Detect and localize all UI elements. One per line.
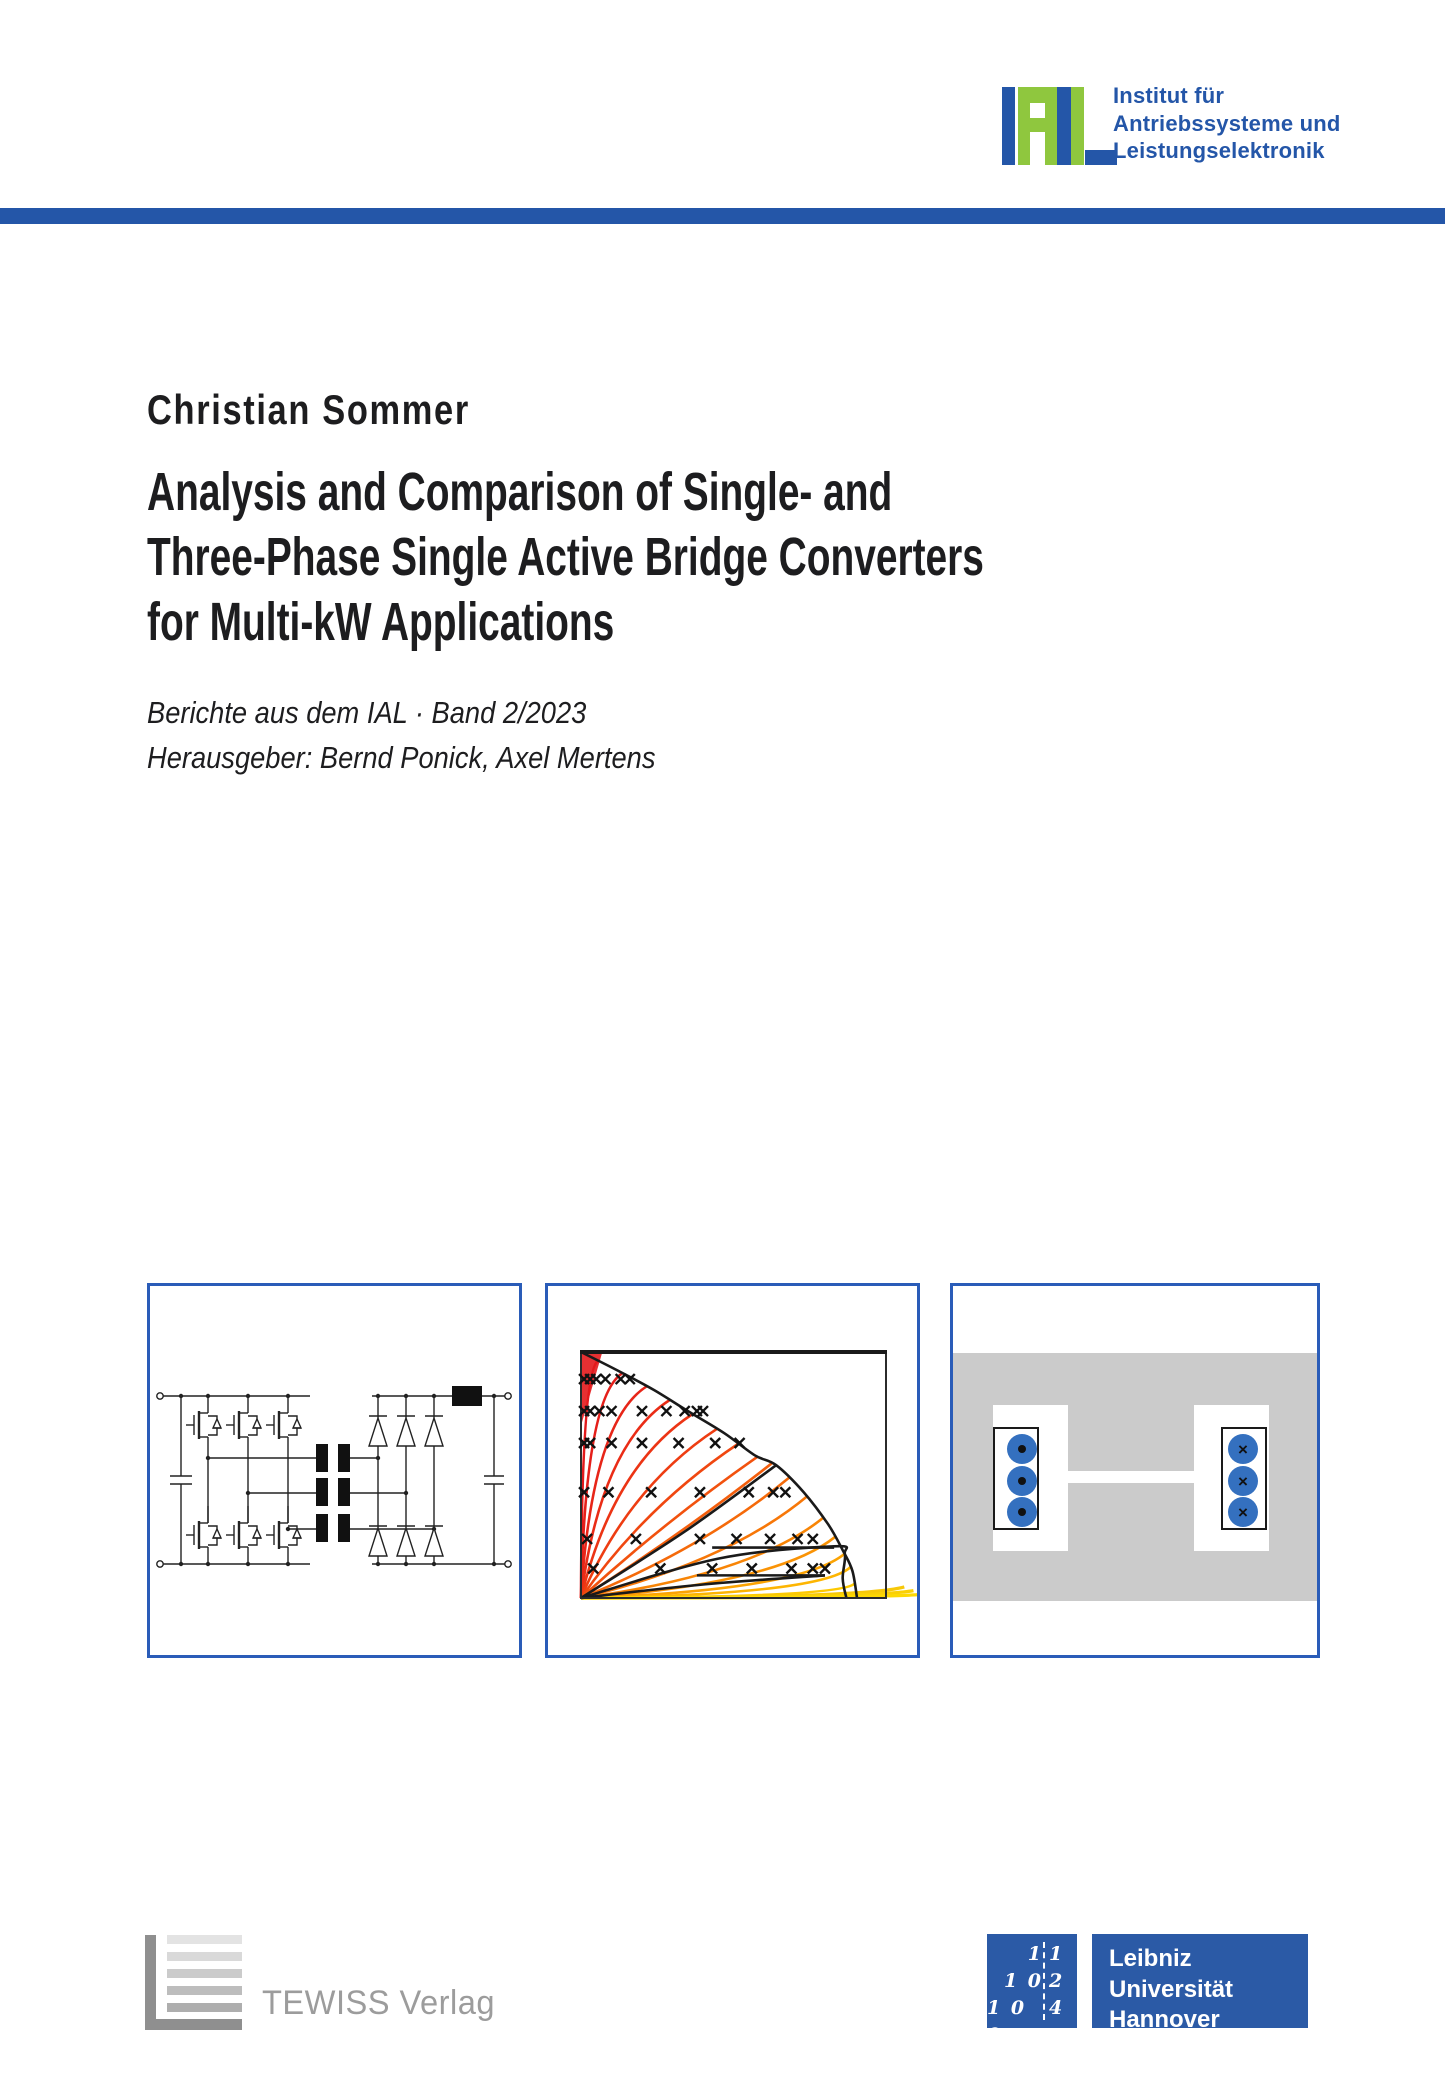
ial-text-line2: Antriebssysteme und (1113, 110, 1341, 136)
author-name: Christian Sommer (147, 386, 470, 433)
converter-circuit-schematic (150, 1286, 519, 1655)
ial-letter-l-stem (1057, 87, 1071, 165)
ial-letter-i (1002, 87, 1015, 165)
tewiss-bar (167, 2003, 242, 2012)
tewiss-bar (167, 1935, 242, 1944)
winding-turn-right: × (1228, 1466, 1258, 1496)
winding-turn-left (1007, 1497, 1037, 1527)
core-gap-slot (1068, 1471, 1194, 1483)
winding-turn-left (1007, 1434, 1037, 1464)
title-line1: Analysis and Comparison of Single- and (147, 462, 893, 522)
winding-turn-right: × (1228, 1497, 1258, 1527)
header-divider-bar (0, 208, 1445, 224)
operating-curves-image (545, 1283, 920, 1658)
leibniz-binary-row (987, 1995, 1077, 2046)
leibniz-line2: Universität (1109, 1975, 1234, 2003)
leibniz-logo-text-box (1092, 1934, 1308, 2033)
title-line2: Three-Phase Single Active Bridge Converters (147, 527, 984, 587)
series-line: Berichte aus dem IAL · Band 2/2023 (147, 695, 587, 730)
winding-cross-section-image (950, 1283, 1320, 1658)
ial-logo-icon (1002, 87, 1117, 165)
tewiss-bar (167, 1952, 242, 1961)
binary-value: 1 (1027, 1943, 1043, 1965)
tewiss-logo-bracket-horizontal (145, 2019, 242, 2030)
ial-text-line1: Institut für (1113, 83, 1225, 108)
series-block (147, 690, 655, 780)
leibniz-binary-row (987, 1968, 1077, 1995)
decimal-value: 4 (1049, 1997, 1063, 2019)
ial-text-line3: Leistungselektronik (1113, 138, 1325, 163)
winding-turn-left (1007, 1466, 1037, 1496)
title-line3: for Multi-kW Applications (147, 592, 615, 652)
curve-family-chart (548, 1286, 917, 1655)
leibniz-logo-binary-box (987, 1934, 1077, 2046)
decimal-value: 1 (1049, 1943, 1063, 1965)
editors-line: Herausgeber: Bernd Ponick, Axel Mertens (147, 740, 656, 775)
tewiss-logo-bracket-vertical (145, 1935, 156, 2030)
tewiss-bar (167, 1969, 242, 1978)
leibniz-line1: Leibniz (1109, 1945, 1192, 1972)
tewiss-bar (167, 1986, 242, 1995)
ial-letter-a-leg (1071, 87, 1084, 165)
circuit-diagram-image (147, 1283, 522, 1658)
book-title (147, 460, 984, 655)
leibniz-binary-row (987, 1941, 1077, 1968)
tewiss-verlag-label: TEWISS Verlag (262, 1984, 495, 2022)
binary-value: 1 0 (1003, 1970, 1043, 1992)
winding-turn-right: × (1228, 1434, 1258, 1464)
leibniz-line3: Hannover (1109, 2006, 1220, 2033)
ial-letter-a-hole (1030, 103, 1045, 118)
ial-logo-text (1113, 82, 1413, 165)
ial-letter-a-notch (1030, 132, 1045, 165)
decimal-value: 2 (1049, 1970, 1063, 1992)
binary-value: 1 0 0 (987, 1997, 1027, 2046)
